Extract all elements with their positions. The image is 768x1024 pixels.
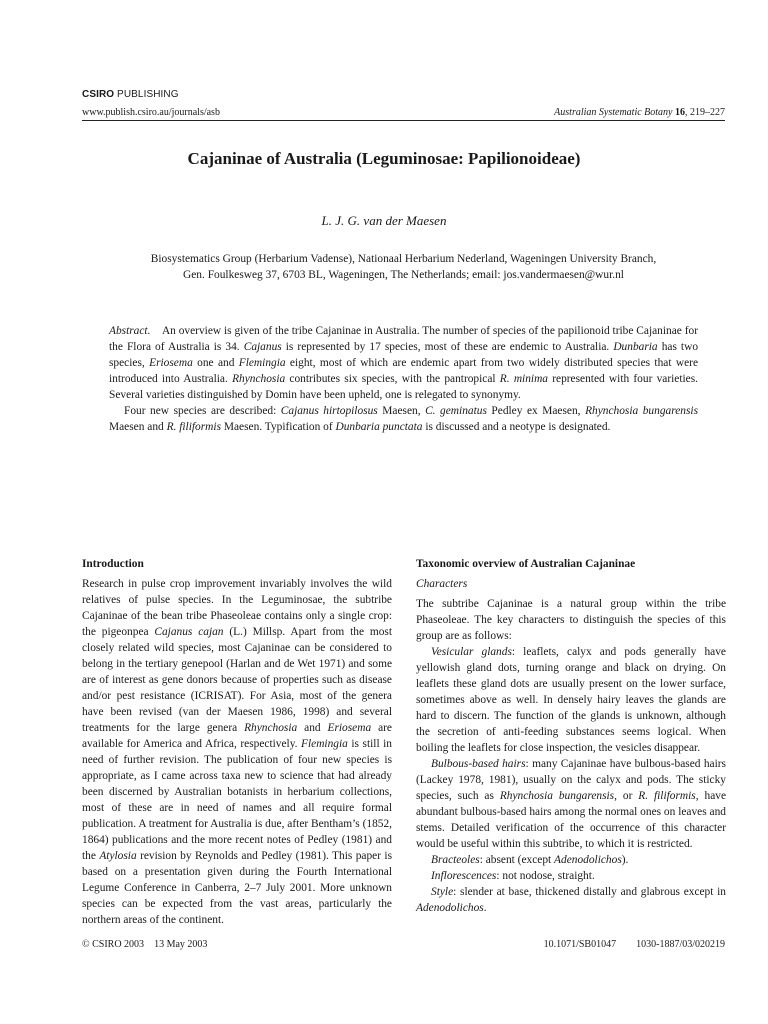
affiliation-line-2: Gen. Foulkesweg 37, 6703 BL, Wageningen, The Netherlands; email: jos.vandermaesen@wur.nl: [183, 269, 624, 281]
footer-right: [544, 939, 725, 950]
inflorescences-paragraph: Inflorescences: not nodose, straight.: [431, 870, 595, 882]
introduction-body: Research in pulse crop improvement invariably involves the wild relatives of pulse species. In the Leguminosae, the subtribe Cajaninae of the bean tribe Phaseoleae contains only a single crop: the pigeonpea Cajanus cajan (L.) Millsp. Apart from the most closely related wild species, most Cajaninae can be considered to belong in the tertiary genepool (Harlan and de Wet 1971) and some are of interest as gene donors because of properties such as disease and/or pest resistance (ICRISAT). For Asia, most of the genera have been revised (van der Maesen 1986, 1998) and several treatments for the large genera Rhynchosia and Eriosema are available for America and Africa, respectively. Flemingia is still in need of further revision. The publication of four new species is appropriate, as I came across taxa new to science that had already been discerned by Australian botanists in herbarium collections, most of these are in need of names and all require formal publication. A treatment for Australia is due, after Bentham’s (1852, 1864) publications and the more recent notes of Pedley (1981) and the Atylosia revision by Reynolds and Pedley (1981). This paper is based on a presentation given during the Fourth International Legume Conference in Canberra, 2–7 July 2001. More unknown species can be expected from the vast areas, particularly the northern areas of the continent.: [82, 578, 393, 926]
bulbous-hairs-paragraph: Bulbous-based hairs: many Cajaninae have bulbous-based hairs (Lackey 1978, 1981), usually on the calyx and pods. The sticky species, such as Rhynchosia bungarensis, or R. filiformis, have abundant bulbous-based hairs among the normal ones on leaves and stems. Detailed verification of the occurrence of this character would be useful within this subtribe, to which it is restricted.: [416, 758, 726, 850]
taxonomic-paragraph-1: The subtribe Cajaninae is a natural group within the tribe Phaseoleae. The key characters to distinguish the species of this group are as follows:: [416, 598, 726, 642]
journal-pages: , 219–227: [685, 107, 725, 118]
journal-url[interactable]: www.publish.csiro.au/journals/asb: [82, 107, 220, 118]
footer-issn: 1030-1887/03/020219: [636, 939, 725, 950]
footer-copyright: © CSIRO 2003: [82, 939, 145, 950]
publisher-bold: CSIRO: [82, 89, 115, 100]
publisher-rest: PUBLISHING: [114, 89, 179, 100]
footer-date: 13 May 2003: [154, 939, 208, 950]
introduction-section: [82, 556, 392, 928]
affiliation-line-1: Biosystematics Group (Herbarium Vadense), Nationaal Herbarium Nederland, Wageningen University Branch,: [150, 253, 657, 265]
footer-left: [82, 939, 207, 950]
abstract-paragraph-2: Four new species are described: Cajanus hirtopilosus Maesen, C. geminatus Pedley ex Maesen, Rhynchosia bungarensis Maesen and R. filiformis Maesen. Typification of Dunbaria punctata is discussed and a neotype is designated.: [109, 405, 699, 433]
abstract-label: Abstract.: [109, 325, 151, 337]
publisher-brand: [82, 89, 179, 100]
characters-subheading: Characters: [416, 578, 468, 590]
journal-volume: 16: [675, 107, 685, 118]
journal-citation: [554, 107, 725, 118]
affiliation: [82, 251, 725, 283]
paper-title: Cajaninae of Australia (Leguminosae: Papilionoideae): [187, 149, 581, 168]
footer-doi: 10.1071/SB01047: [543, 939, 617, 950]
abstract-paragraph-1: Abstract. An overview is given of the tribe Cajaninae in Australia. The number of species of the papilionoid tribe Cajaninae for the Flora of Australia is 34. Cajanus is represented by 17 species, most of these are endemic to Australia. Dunbaria has two species, Eriosema one and Flemingia eight, most of which are endemic apart from two widely distributed species that were introduced into Australia. Rhynchosia contributes six species, with the pantropical R. minima represented with four varieties. Several varieties distinguished by Domin have been upheld, one is relegated to synonymy.: [109, 325, 699, 401]
journal-name: Australian Systematic Botany: [554, 107, 673, 118]
header-rule: [82, 120, 725, 121]
abstract: [109, 323, 698, 435]
taxonomic-heading: Taxonomic overview of Australian Cajaninae: [416, 558, 636, 570]
style-paragraph: Style: slender at base, thickened distally and glabrous except in Adenodolichos.: [416, 886, 726, 914]
author: L. J. G. van der Maesen: [321, 213, 447, 228]
vesicular-glands-paragraph: Vesicular glands: leaflets, calyx and pods generally have yellowish gland dots, turning orange and black on drying. On leaflets these gland dots are usually present on the lower surface, sometimes above as well. In densely hairy leaves the glands are hard to discern. The function of the glands is unknown, although the secretion of anti-feeding substances seems logical. When boiling the leaflets for close inspection, the vesicles disappear.: [416, 646, 726, 754]
introduction-heading: Introduction: [82, 558, 144, 570]
bracteoles-paragraph: Bracteoles: absent (except Adenodolichos).: [431, 854, 629, 866]
taxonomic-section: [416, 556, 726, 916]
